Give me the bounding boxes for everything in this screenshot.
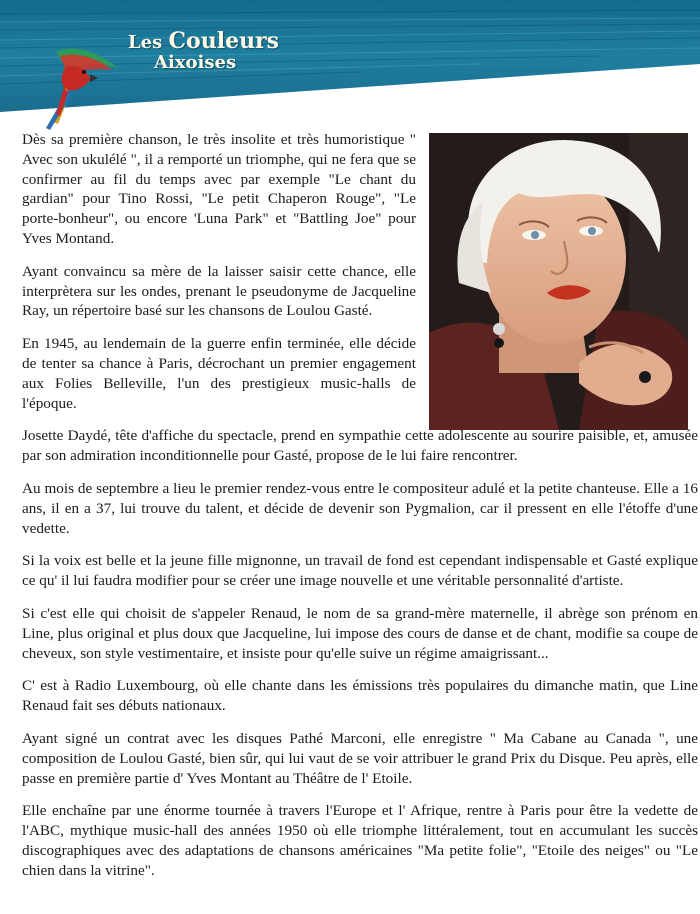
- paragraph: Si la voix est belle et la jeune fille mignonne, un travail de fond est cependant indispensable et Gasté explique ce qu' il lui faudra modifier pour se créer une image nouvelle et une véritable personnalité d'artiste.: [22, 552, 698, 590]
- logo-word-couleurs: Couleurs: [168, 28, 280, 54]
- article-body: [22, 130, 698, 894]
- logo-word-aixoises: Aixoises: [154, 52, 237, 73]
- paragraph: Elle enchaîne par une énorme tournée à travers l'Europe et l' Afrique, rentre à Paris pour être la vedette de l'ABC, mythique music-hall des années 1950 où elle triomphe littéralement, tout en accumulant les succès discographiques avec des adaptations de chansons américaines "Ma petite folie", "Etoile des neiges" ou "Le chien dans la vitrine".: [22, 802, 698, 879]
- paragraph: Ayant convaincu sa mère de la laisser saisir cette chance, elle interprètera sur les ondes, prenant le pseudonyme de Jacqueline Ray, un répertoire basé sur les chansons de Loulou Gasté.: [22, 262, 416, 320]
- parrot-icon: [38, 40, 130, 137]
- paragraph: Dès sa première chanson, le très insolite et très humoristique " Avec son ukulélé ", il a remporté un triomphe, qui ne fera que se confirmer au fil du temps avec par exemple "Le chant du gardian" pour Tino Rossi, "Le petit Chaperon Rouge", "Le porte-bonheur", ou encore 'Luna Park" et "Battling Joe" pour Yves Montand.: [22, 131, 416, 247]
- logo-word-les: Les: [128, 32, 163, 53]
- paragraph: En 1945, au lendemain de la guerre enfin terminée, elle décide de tenter sa chance à Paris, décrochant un premier engagement aux Folies Belleville, l'un des prestigieux music-halls de l'époque.: [22, 335, 416, 412]
- paragraph: Ayant signé un contrat avec les disques Pathé Marconi, elle enregistre " Ma Cabane au Canada ", une composition de Loulou Gasté, bien sûr, qui lui vaut de se voir attribuer le grand Prix du Disque. Peu après, elle passe en première partie d' Yves Montant au Théâtre de l' Etoile.: [22, 729, 698, 787]
- paragraph: Au mois de septembre a lieu le premier rendez-vous entre le compositeur adulé et la petite chanteuse. Elle a 16 ans, il en a 37, lui trouve du talent, et décide de devenir son Pygmalion, car il pressent en elle l'étoffe d'une vedette.: [22, 479, 698, 537]
- paragraph: C' est à Radio Luxembourg, où elle chante dans les émissions très populaires du dimanche matin, que Line Renaud fait ses débuts nationaux.: [22, 677, 698, 715]
- site-logo: [128, 30, 279, 72]
- paragraph: Josette Daydé, tête d'affiche du spectacle, prend en sympathie cette adolescente au sourire paisible, et, amusée par son admiration inconditionnelle pour Gasté, propose de le lui faire rencontrer.: [22, 427, 698, 465]
- paragraph: Si c'est elle qui choisit de s'appeler Renaud, le nom de sa grand-mère maternelle, il abrège son prénom en Line, plus original et plus doux que Jacqueline, lui impose des cours de danse et de chant, modifie sa coupe de cheveux, son style vestimentaire, et insiste pour qu'elle suive un régime amaigrissant...: [22, 604, 698, 662]
